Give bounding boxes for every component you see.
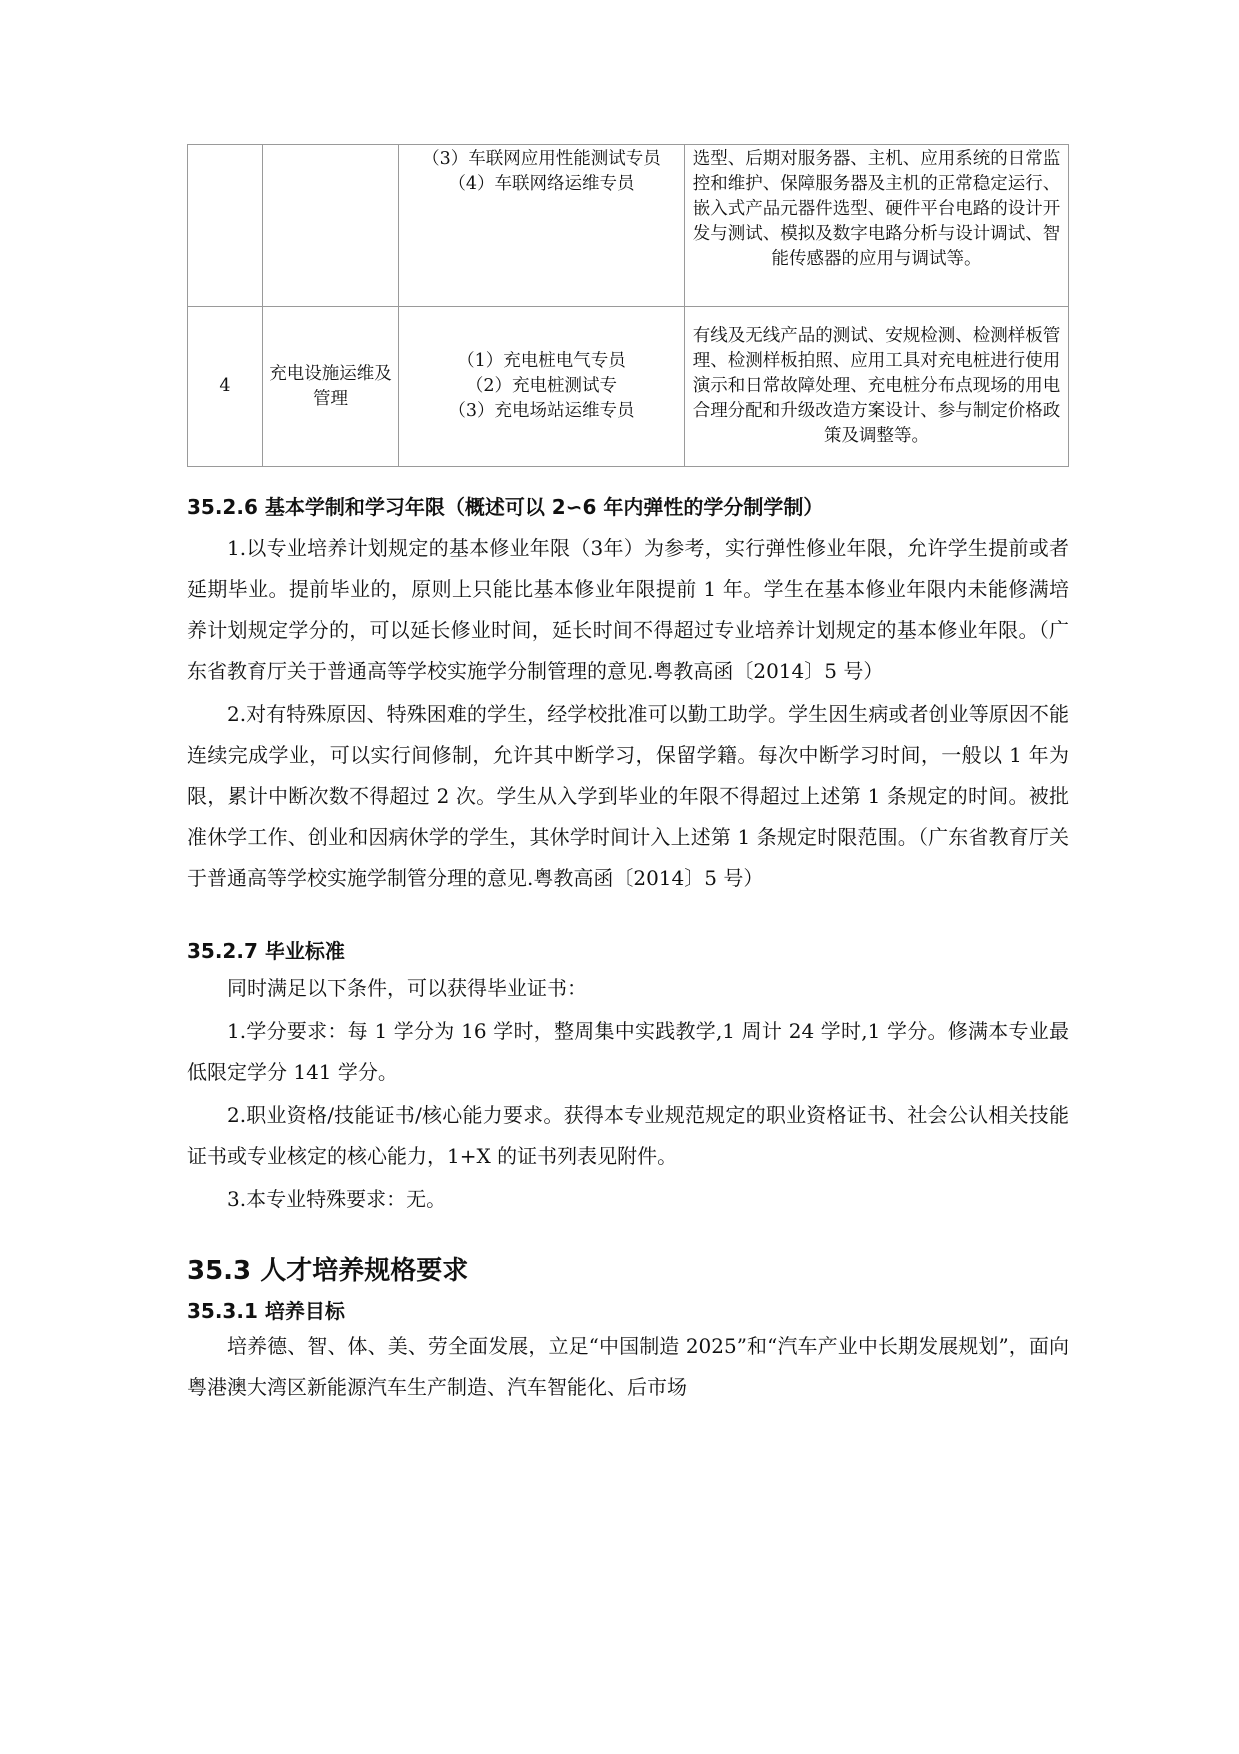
job-category: 充电设施运维及管理 xyxy=(263,307,399,467)
document-page xyxy=(187,144,1069,1408)
paragraph: 2.职业资格/技能证书/核心能力要求。获得本专业规范规定的职业资格证书、社会公认相关技能证书或专业核定的核心能力，1+X 的证书列表见附件。 xyxy=(187,1103,1069,1168)
paragraph: 1.学分要求：每 1 学分为 16 学时，整周集中实践教学,1 周计 24 学时,1 学分。修满本专业最低限定学分 141 学分。 xyxy=(187,1019,1069,1084)
job-description: 有线及无线产品的测试、安规检测、检测样板管理、检测样板拍照、应用工具对充电桩进行使用演示和日常故障处理、充电桩分布点现场的用电合理分配和升级改造方案设计、参与制定价格政策及调整等。 xyxy=(685,307,1069,467)
table-row xyxy=(188,145,1069,307)
job-category xyxy=(263,145,399,307)
position-item: （3）充电场站运维专员 xyxy=(448,401,635,421)
paragraph: 2.对有特殊原因、特殊困难的学生，经学校批准可以勤工助学。学生因生病或者创业等原因不能连续完成学业，可以实行间修制，允许其中断学习，保留学籍。每次中断学习时间，一般以 1 年为限，累计中断次数不得超过 2 次。学生从入学到毕业的年限不得超过上述第 1 条规定的时间。被批准休学工作、创业和因病休学的学生，其休学时间计入上述第 1 条规定时限范围。（广东省教育厅关于普通高等学校实施学制管分理的意见.粤教高函〔2014〕5 号） xyxy=(187,702,1069,890)
section-heading-3-1: 35.3.1 培养目标 xyxy=(187,1299,345,1323)
job-table xyxy=(187,144,1069,467)
paragraph: 3.本专业特殊要求：无。 xyxy=(227,1187,447,1211)
section-heading-2-7: 35.2.7 毕业标准 xyxy=(187,939,345,963)
row-number: 4 xyxy=(188,307,263,467)
position-item: （1）充电桩电气专员 xyxy=(457,351,626,371)
job-positions xyxy=(399,145,685,307)
job-description: 选型、后期对服务器、主机、应用系统的日常监控和维护、保障服务器及主机的正常稳定运行、嵌入式产品元器件选型、硬件平台电路的设计开发与测试、模拟及数字电路分析与设计调试、智能传感器的应用与调试等。 xyxy=(685,145,1069,307)
paragraph: 同时满足以下条件，可以获得毕业证书： xyxy=(227,976,587,1000)
section-heading-3: 35.3 人才培养规格要求 xyxy=(187,1256,469,1286)
table-row xyxy=(188,307,1069,467)
paragraph: 1.以专业培养计划规定的基本修业年限（3年）为参考，实行弹性修业年限，允许学生提前或者延期毕业。提前毕业的，原则上只能比基本修业年限提前 1 年。学生在基本修业年限内未能修满培养计划规定学分的，可以延长修业时间，延长时间不得超过专业培养计划规定的基本修业年限。（广东省教育厅关于普通高等学校实施学分制管理的意见.粤教高函〔2014〕5 号） xyxy=(187,536,1069,683)
position-item: （3）车联网应用性能测试专员 xyxy=(422,149,661,169)
position-item: （4）车联网络运维专员 xyxy=(448,174,635,194)
position-item: （2）充电桩测试专 xyxy=(465,376,618,396)
row-number xyxy=(188,145,263,307)
paragraph: 培养德、智、体、美、劳全面发展，立足“中国制造 2025”和“汽车产业中长期发展规划”，面向粤港澳大湾区新能源汽车生产制造、汽车智能化、后市场 xyxy=(187,1334,1069,1399)
section-heading-2-6: 35.2.6 基本学制和学习年限（概述可以 2∽6 年内弹性的学分制学制） xyxy=(187,495,824,519)
job-positions xyxy=(399,307,685,467)
